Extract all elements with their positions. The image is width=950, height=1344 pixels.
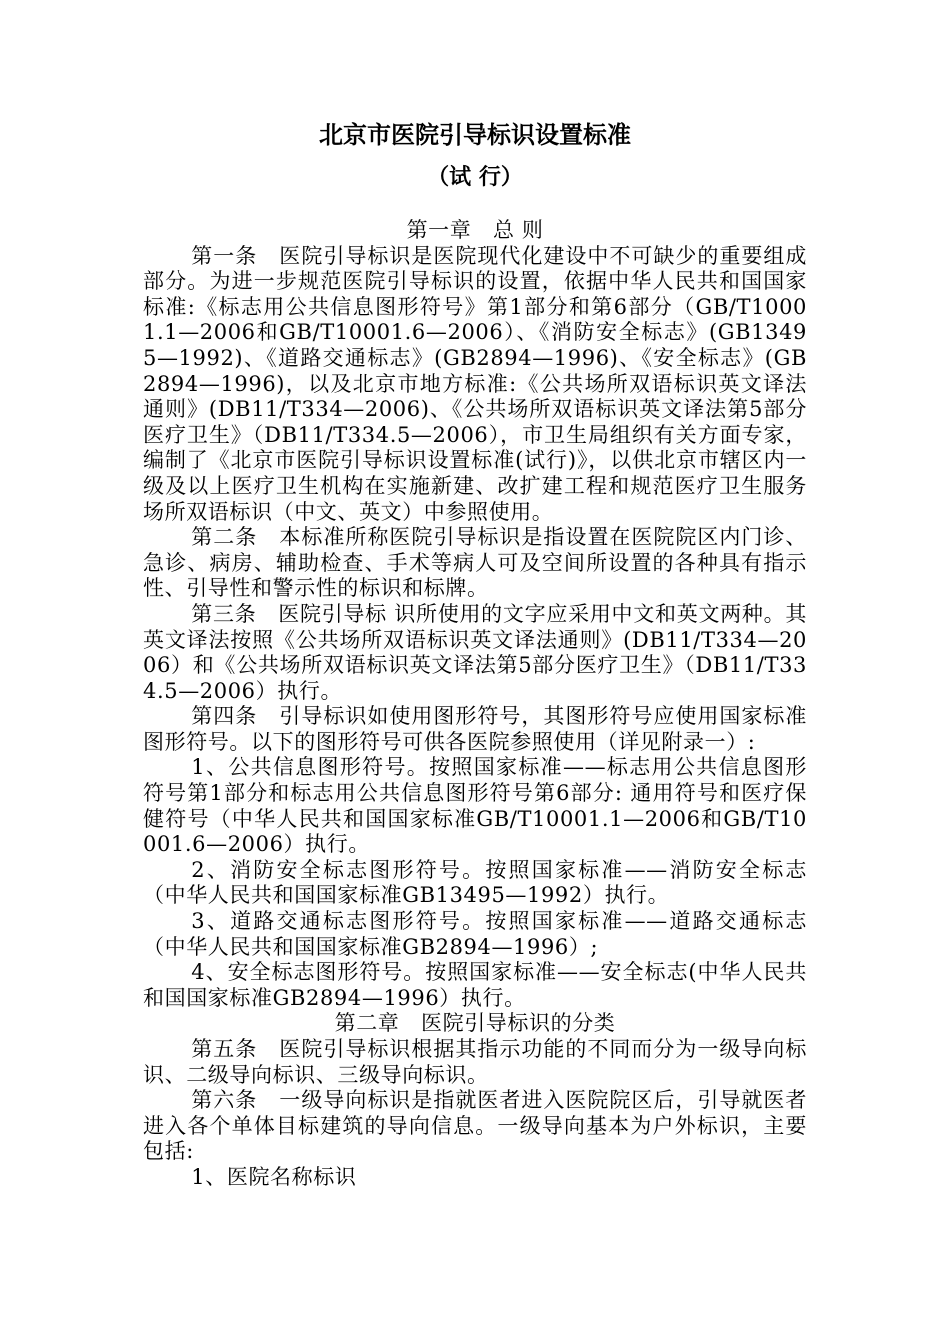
list-item: 2、消防安全标志图形符号。按照国家标准——消防安全标志（中华人民共和国国家标准GB13495—1992）执行。 [143, 857, 807, 908]
chapter-heading: 第二章 医院引导标识的分类 [334, 1011, 616, 1036]
document-title: 北京市医院引导标识设置标准 [319, 121, 631, 149]
paragraph: 第三条 医院引导标 识所使用的文字应采用中文和英文两种。其英文译法按照《公共场所双语标识英文译法通则》(DB11/T334—2006）和《公共场所双语标识英文译法第5部分医疗卫生》（DB11/T334.5—2006）执行。 [143, 601, 807, 703]
document-page [143, 118, 807, 1191]
list-item: 4、安全标志图形符号。按照国家标准——安全标志(中华人民共和国国家标准GB2894—1996）执行。 [143, 960, 807, 1010]
list-item: 3、道路交通标志图形符号。按照国家标准——道路交通标志（中华人民共和国国家标准GB2894—1996）; [143, 909, 807, 959]
list-item: 1、公共信息图形符号。按照国家标准——标志用公共信息图形符号第1部分和标志用公共信息图形符号第6部分: 通用符号和医疗保健符号（中华人民共和国国家标准GB/T10001.1—2006和GB/T10001.6—2006）执行。 [143, 755, 807, 857]
paragraph: 第四条 引导标识如使用图形符号，其图形符号应使用国家标准图形符号。以下的图形符号可供各医院参照使用（详见附录一）: [143, 704, 807, 754]
document-body [143, 218, 807, 1191]
paragraph: 第一条 医院引导标识是医院现代化建设中不可缺少的重要组成部分。为进一步规范医院引导标识的设置，依据中华人民共和国国家标准:《标志用公共信息图形符号》第1部分和第6部分（GB/T10001.1—2006和GB/T10001.6—2006）、《消防安全标志》(GB13495—1992)、《道路交通标志》(GB2894—1996)、《安全标志》(GB2894—1996)，以及北京市地方标准:《公共场所双语标识英文译法通则》(DB11/T334—2006)、《公共场所双语标识英文译法第5部分医疗卫生》（DB11/T334.5—2006），市卫生局组织有关方面专家，编制了《北京市医院引导标识设置标准(试行)》，以供北京市辖区内一级及以上医疗卫生机构在实施新建、改扩建工程和规范医疗卫生服务场所双语标识（中文、英文）中参照使用。 [143, 243, 807, 524]
document-subtitle: （试 行） [427, 165, 523, 190]
chapter-heading: 第一章 总 则 [406, 218, 544, 242]
list-item: 1、医院名称标识 [191, 1164, 357, 1189]
paragraph: 第五条 医院引导标识根据其指示功能的不同而分为一级导向标识、二级导向标识、三级导向标识。 [143, 1037, 807, 1087]
paragraph: 第六条 一级导向标识是指就医者进入医院院区后，引导就医者进入各个单体目标建筑的导向信息。一级导向基本为户外标识，主要包括: [143, 1088, 807, 1164]
paragraph: 第二条 本标准所称医院引导标识是指设置在医院院区内门诊、急诊、病房、辅助检查、手术等病人可及空间所设置的各种具有指示性、引导性和警示性的标识和标牌。 [143, 525, 807, 601]
